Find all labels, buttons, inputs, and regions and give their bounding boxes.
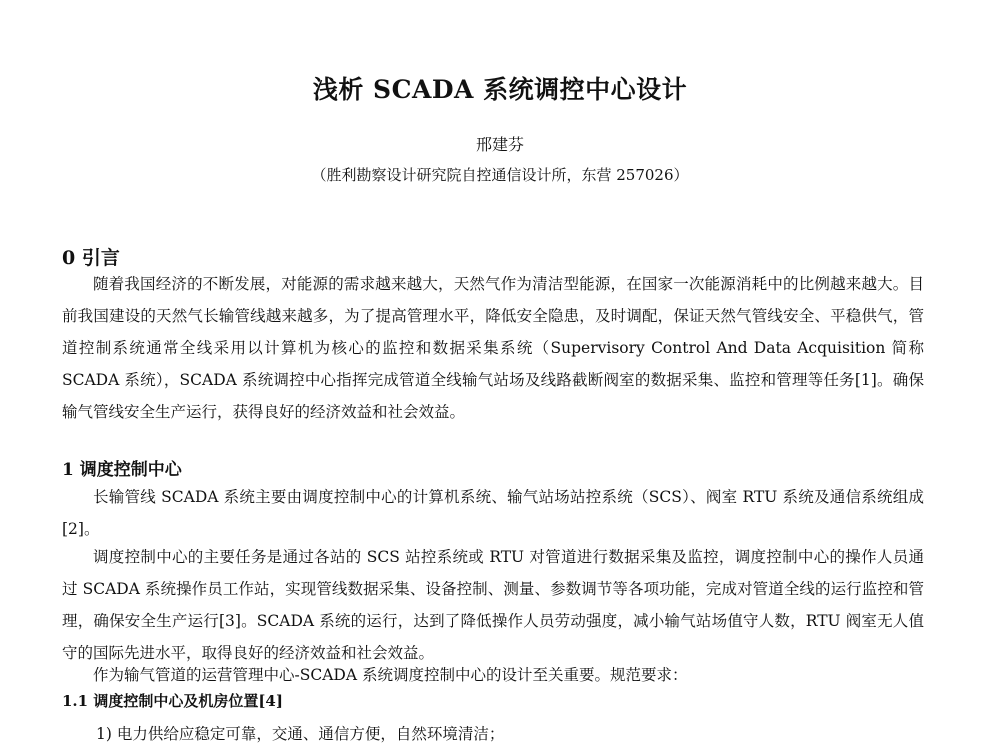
author-affiliation: （胜利勘察设计研究院自控通信设计所，东营 257026）: [311, 166, 689, 184]
subsection-heading: 1.1 调度控制中心及机房位置[4]: [62, 692, 283, 710]
body-paragraph: 调度控制中心的主要任务是通过各站的 SCS 站控系统或 RTU 对管道进行数据采集及监控，调度控制中心的操作人员通过 SCADA 系统操作员工作站，实现管线数据采集、设备控制、测量、参数调节等各项功能，完成对管道全线的运行监控和管理，确保安全生产运行[3]。SCADA 系统的运行，达到了降低操作人员劳动强度，减小输气站场值守人数，RTU 阀室无人值守的国际先进水平，取得良好的经济效益和社会效益。: [62, 548, 924, 662]
body-paragraph: 长输管线 SCADA 系统主要由调度控制中心的计算机系统、输气站场站控系统（SCS）、阀室 RTU 系统及通信系统组成[2]。: [62, 488, 924, 538]
body-paragraph: 作为输气管道的运营管理中心-SCADA 系统调度控制中心的设计至关重要。规范要求：: [93, 666, 688, 684]
section-heading-dispatch-control-center: 1 调度控制中心: [62, 460, 182, 480]
list-item: 1) 电力供给应稳定可靠，交通、通信方便，自然环境清洁；: [96, 725, 505, 743]
introduction-paragraph: 随着我国经济的不断发展，对能源的需求越来越大，天然气作为清洁型能源，在国家一次能源消耗中的比例越来越大。目前我国建设的天然气长输管线越来越多，为了提高管理水平，降低安全隐患，及时调配，保证天然气管线安全、平稳供气，管道控制系统通常全线采用以计算机为核心的监控和数据采集系统（Supervisory Control And Data Acquisition 简称 SCADA 系统），SCADA 系统调控中心指挥完成管道全线输气站场及线路截断阀室的数据采集、监控和管理等任务[1]。确保输气管线安全生产运行，获得良好的经济效益和社会效益。: [62, 275, 924, 421]
author-name: 邢建芬: [475, 135, 524, 154]
section-heading-introduction: 0 引言: [62, 247, 120, 269]
paper-title: 浅析 SCADA 系统调控中心设计: [312, 75, 688, 104]
